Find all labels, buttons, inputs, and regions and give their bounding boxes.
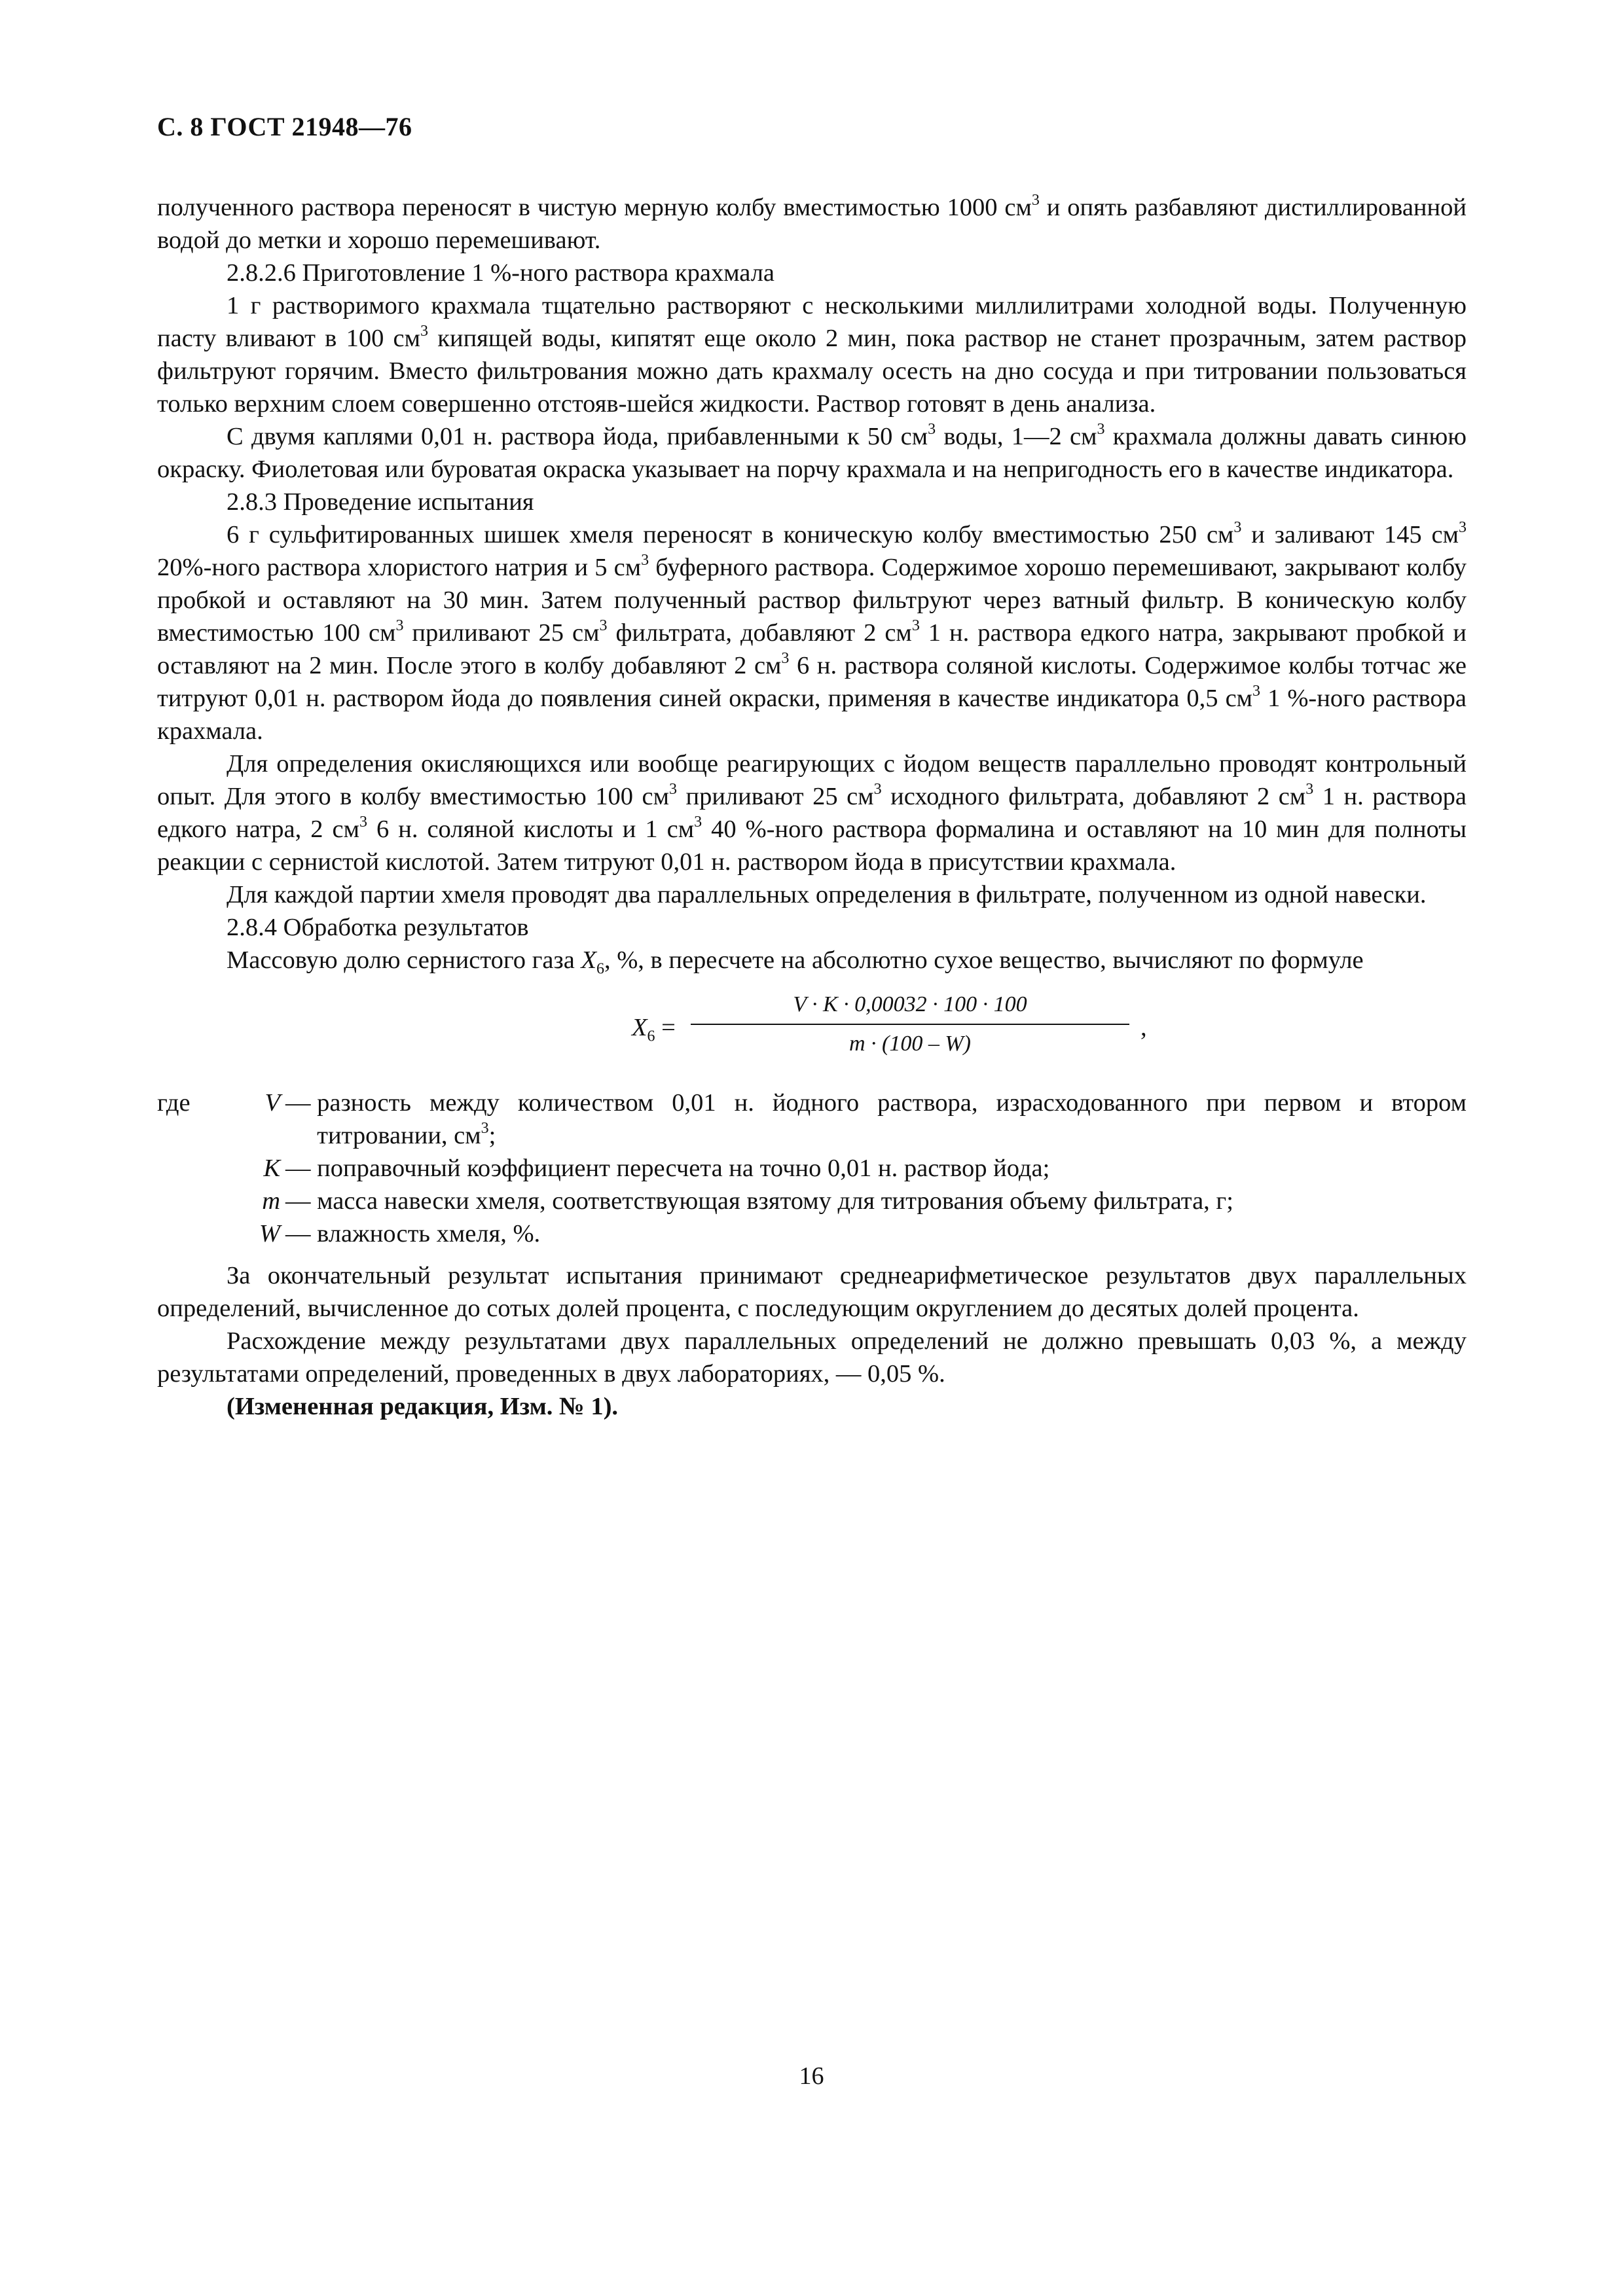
paragraph-continuation: полученного раствора переносят в чистую мерную колбу вместимостью 1000 $см^3$ и опять разбавляют дистиллированной водой до метки и хорошо перемешивают. bbox=[157, 192, 1467, 254]
paragraph-parallel-determinations: Для каждой партии хмеля проводят два параллельных определения в фильтрате, полученном из одной навески. bbox=[227, 881, 1427, 908]
formula-fraction bbox=[691, 988, 1129, 1060]
paragraph-discrepancy: Расхождение между результатами двух параллельных определений не должно превышать 0,03 %, а между результатами определений, проведенных в двух лабораториях, — 0,05 %. bbox=[157, 1327, 1467, 1388]
definition-text: влажность хмеля, %. bbox=[317, 1220, 541, 1247]
definition-row bbox=[157, 1086, 1467, 1152]
paragraph-starch-check: С двумя каплями 0,01 н. раствора йода, прибавленными к 50 $см^3$ воды, 1—2 $см^3$ крахмала должны давать синюю окраску. Фиолетовая или буроватая окраска указывает на порчу крахмала и на непригодность его в качестве индикатора. bbox=[157, 421, 1467, 483]
definition-symbol: K bbox=[263, 1155, 280, 1182]
definition-text: разность между количеством 0,01 н. йодного раствора, израсходованного при первом и втором титровании, $см^3$; bbox=[317, 1089, 1467, 1149]
paragraph-formula-intro: Массовую долю сернистого газа $X_6$, %, в пересчете на абсолютно сухое вещество, вычисляют по формуле bbox=[227, 946, 1364, 978]
section-heading-2-8-2-6: 2.8.2.6 Приготовление 1 %-ного раствора крахмала bbox=[227, 259, 775, 287]
definition-symbol: m bbox=[262, 1187, 280, 1215]
definition-row bbox=[157, 1185, 1467, 1217]
section-heading-2-8-3: 2.8.3 Проведение испытания bbox=[227, 488, 534, 516]
definition-dash: — bbox=[285, 1155, 318, 1182]
formula-block bbox=[157, 982, 1467, 1080]
definition-text: поправочный коэффициент пересчета на точно 0,01 н. раствор йода; bbox=[317, 1155, 1050, 1182]
amendment-note: (Измененная редакция, Изм. № 1). bbox=[227, 1393, 619, 1420]
document-body bbox=[157, 191, 1467, 1423]
section-heading-2-8-4: 2.8.4 Обработка результатов bbox=[227, 914, 529, 941]
definition-symbol: W bbox=[259, 1220, 280, 1247]
definition-row bbox=[157, 1152, 1467, 1185]
definition-text: масса навески хмеля, соответствующая взятому для титрования объему фильтрата, г; bbox=[317, 1187, 1233, 1215]
formula-lhs: $X_6$ = bbox=[632, 1014, 676, 1045]
paragraph-starch-preparation: 1 г растворимого крахмала тщательно растворяют с несколькими миллилитрами холодной воды. Полученную пасту вливают в 100 $см^3$ кипящей воды, кипятят еще около 2 мин, пока раствор не станет прозрачным, затем раствор фильтруют горячим. Вместо фильтрования можно дать крахмалу осесть на дно сосуда и при титровании пользоваться только верхним слоем совершенно отстояв-шейся жидкости. Раствор готовят в день анализа. bbox=[157, 292, 1467, 418]
paragraph-final-result: За окончательный результат испытания принимают среднеарифметическое результатов двух параллельных определений, вычисленное до сотых долей процента, с последующим округлением до десятых долей процента. bbox=[157, 1262, 1467, 1322]
formula-numerator: V · K · 0,00032 · 100 · 100 bbox=[691, 988, 1129, 1025]
paragraph-test-procedure: 6 г сульфитированных шишек хмеля переносят в коническую колбу вместимостью 250 $см^3$ и заливают 145 $см^3$ 20%-ного раствора хлористого натрия и 5 $см^3$ буферного раствора. Содержимое хорошо перемешивают, закрывают колбу пробкой и оставляют на 30 мин. Затем полученный раствор фильтруют через ватный фильтр. В коническую колбу вместимостью 100 $см^3$ приливают 25 $см^3$ фильтрата, добавляют 2 $см^3$ 1 н. раствора едкого натра, закрывают пробкой и оставляют на 2 мин. После этого в колбу добавляют 2 $см^3$ 6 н. раствора соляной кислоты. Содержимое колбы тотчас же титруют 0,01 н. раствором йода до появления синей окраски, применяя в качестве индикатора 0,5 $см^3$ 1 %-ного раствора крахмала. bbox=[157, 519, 1467, 745]
definition-dash: — bbox=[285, 1220, 318, 1247]
formula-definitions bbox=[157, 1086, 1467, 1250]
page-number: 16 bbox=[799, 2062, 824, 2090]
definition-dash: — bbox=[285, 1187, 318, 1215]
formula-denominator: m · (100 – W) bbox=[848, 1031, 972, 1056]
definition-dash: — bbox=[285, 1089, 318, 1117]
definition-row bbox=[157, 1217, 1467, 1250]
formula-trailing-comma: , bbox=[1140, 1014, 1147, 1041]
definition-symbol: V bbox=[264, 1089, 280, 1117]
paragraph-control-test: Для определения окисляющихся или вообще реагирующих с йодом веществ параллельно проводят контрольный опыт. Для этого в колбу вместимостью 100 $см^3$ приливают 25 $см^3$ исходного фильтрата, добавляют 2 $см^3$ 1 н. раствора едкого натра, 2 $см^3$ 6 н. соляной кислоты и 1 $см^3$ 40 %-ного раствора формалина и оставляют на 10 мин для полноты реакции с сернистой кислотой. Затем титруют 0,01 н. раствором йода в присутствии крахмала. bbox=[157, 750, 1467, 876]
page-header: С. 8 ГОСТ 21948—76 bbox=[157, 112, 412, 141]
where-label: где bbox=[157, 1089, 191, 1117]
